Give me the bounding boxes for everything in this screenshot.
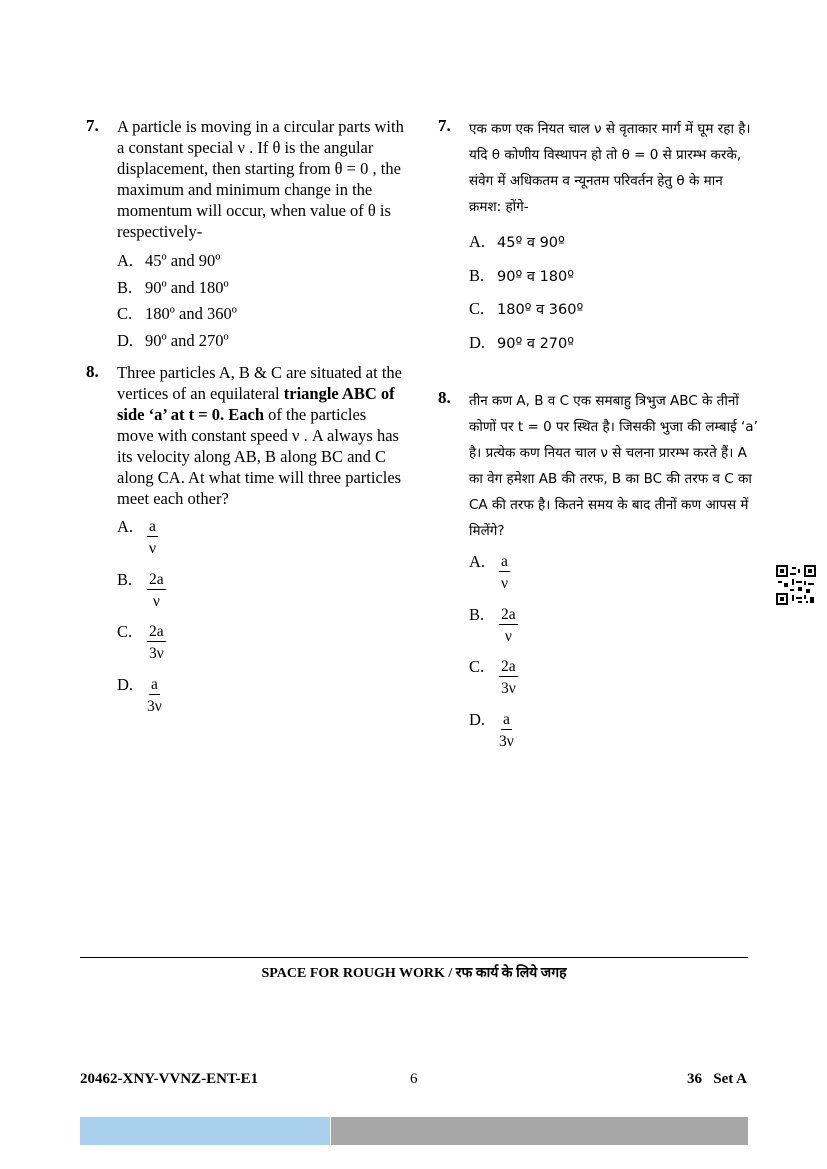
options-list — [469, 226, 758, 360]
option-b: B. 90º and 180º — [117, 277, 229, 297]
set-info: 36 Set A — [687, 1071, 747, 1087]
fraction: $\frac{a}{3\nu}$ — [147, 675, 162, 715]
option-d: D. 90º and 270º — [117, 330, 229, 350]
fraction: $\frac{2a}{3\nu}$ — [148, 623, 164, 662]
question-text: तीन कण A, B व C एक समबाहु त्रिभुज ABC के तीनों कोणों पर t = 0 पर स्थित है। जिसकी भुजा की लम्बाई ‘a’ है। प्रत्येक कण नियत चाल ν से चलना प्रारम्भ करते हैं। A का वेग हमेशा AB की तरफ, B का BC की तरफ व C का CA की तरफ है। कितने समय के बाद तीनों कण आपस में मिलेंगे? — [469, 393, 758, 539]
option-d: D. 90º व 270º — [469, 332, 575, 352]
paper-code: 20462-XNY-VVNZ-ENT-E1 — [80, 1071, 259, 1087]
fraction: $\frac{2a}{\nu}$ — [501, 605, 516, 645]
option-c: C. $\frac{2a}{3\nu}$ — [117, 622, 164, 662]
question-text: एक कण एक नियत चाल ν से वृताकार मार्ग में घूम रहा है। यदि θ कोणीय विस्थापन हो तो θ = 0 से प्रारम्भ करके, संवेग में अधिकतम व न्यूनतम परिवर्तन हेतु θ के मान क्रमश: होंगे- — [469, 121, 751, 215]
option-b: B. 90º व 180º — [469, 265, 575, 285]
option-c: C. 180º and 360º — [117, 304, 237, 323]
question-number: 7. — [86, 116, 99, 135]
footer-bar-blue — [80, 1117, 330, 1145]
question-text: A particle is moving in a circular parts with a constant special ν . If θ is the angular displacement, then starting from θ = 0 , the maximum and minimum change in the momentum will occur, when value of θ is respectively- — [117, 117, 404, 241]
question-8-en — [86, 362, 406, 727]
fraction: $\frac{a}{\nu}$ — [500, 553, 508, 592]
fraction: $\frac{a}{3\nu}$ — [499, 710, 514, 750]
option-a: A. $\frac{a}{\nu}$ — [117, 517, 156, 557]
option-a: A. 45º व 90º — [469, 232, 565, 251]
page-number: 6 — [410, 1071, 418, 1087]
footer-divider — [80, 957, 748, 958]
fraction: $\frac{2a}{3\nu}$ — [500, 658, 516, 697]
question-8-hi — [438, 388, 758, 762]
hindi-column — [438, 116, 758, 762]
options-list — [117, 248, 406, 354]
rough-work-label: SPACE FOR ROUGH WORK / रफ कार्य के लिये जगह — [261, 966, 567, 981]
option-b: B. $\frac{2a}{\nu}$ — [117, 569, 164, 610]
option-b: B. $\frac{2a}{\nu}$ — [469, 604, 516, 645]
option-c: C. $\frac{2a}{3\nu}$ — [469, 657, 516, 697]
question-number: 8. — [86, 362, 99, 381]
footer-bar-gray — [331, 1117, 748, 1145]
question-7-en — [86, 116, 406, 354]
option-a: A. $\frac{a}{\nu}$ — [469, 552, 508, 592]
option-a: A. 45º and 90º — [117, 251, 221, 270]
question-number: 7. — [438, 116, 451, 135]
options-list — [469, 552, 758, 762]
english-column — [86, 116, 406, 727]
qr-code-icon — [776, 565, 816, 605]
option-d: D. $\frac{a}{3\nu}$ — [117, 674, 162, 715]
fraction: $\frac{a}{\nu}$ — [148, 518, 156, 557]
question-7-hi — [438, 116, 758, 360]
question-text: Three particles A, B & C are situated at the vertices of an equilateral triangle ABC of side ‘a’ at t = 0. Each of the particles move with constant speed ν . A always has its velocity along AB, B along BC and C along CA. At what time will three particles meet each other? — [117, 363, 402, 508]
options-list — [117, 517, 406, 727]
fraction: $\frac{2a}{\nu}$ — [149, 570, 164, 610]
option-c: C. 180º व 360º — [469, 299, 584, 318]
option-d: D. $\frac{a}{3\nu}$ — [469, 709, 514, 750]
question-number: 8. — [438, 388, 451, 407]
